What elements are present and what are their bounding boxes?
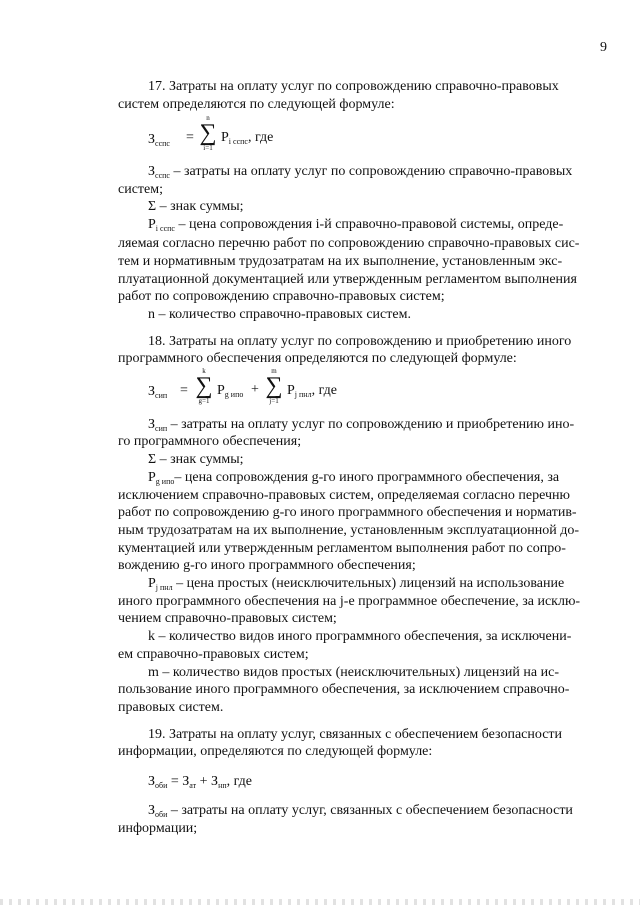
s19-formula: $З_{оби} = З_{ат} + З_{нп}$, где bbox=[148, 774, 253, 790]
s17-def-3a: $P_{i сспс}$ – цена сопровождения i-й справочно-правовой системы, опреде- bbox=[148, 217, 564, 233]
sum-sign-2: m ∑ j=1 bbox=[265, 367, 283, 405]
formula-equals: = bbox=[180, 383, 188, 398]
sum-upper-limit: n bbox=[206, 114, 210, 122]
s18-def-4b: иного программного обеспечения на j-е программное обеспечение, за исклю- bbox=[118, 594, 581, 609]
s18-def-5b: ем справочно-правовых систем; bbox=[118, 647, 309, 662]
sum2-upper-limit: m bbox=[271, 367, 277, 375]
s18-def-3f: вождению g-го иного программного обеспечения; bbox=[118, 558, 416, 573]
s17-def-3b: ляемая согласно перечню работ по сопровождению справочно-правовых сис- bbox=[118, 236, 580, 251]
s18-def-3b: исключением справочно-правовых систем, определяемая согласно перечню bbox=[118, 488, 570, 503]
s18-def-3d: ным трудозатратам на их выполнение, установленным эксплуатационной до- bbox=[118, 523, 580, 538]
s17-def-2: Σ – знак суммы; bbox=[148, 199, 244, 214]
s18-line-1: 18. Затраты на оплату услуг по сопровождению и приобретению иного bbox=[148, 334, 572, 349]
page-number: 9 bbox=[600, 40, 607, 55]
s18-def-6c: правовых систем. bbox=[118, 700, 224, 715]
s18-def-6a: m – количество видов простых (неисключительных) лицензий на ис- bbox=[148, 665, 559, 680]
s18-def-3e: кументацией или утвержденным регламентом выполнения работ по сопро- bbox=[118, 541, 566, 556]
s18-def-3c: работ по сопровождению g-го иного программного обеспечения и норматив- bbox=[118, 505, 577, 520]
s17-def-1b: систем; bbox=[118, 182, 164, 197]
s19-line-1: 19. Затраты на оплату услуг, связанных с обеспечением безопасности bbox=[148, 727, 563, 742]
sum2-lower-limit: j=1 bbox=[269, 397, 279, 405]
s18-def-4c: чением справочно-правовых систем; bbox=[118, 611, 337, 626]
sum-sign: n ∑ i=1 bbox=[199, 114, 217, 152]
sum1-upper-limit: k bbox=[202, 367, 206, 375]
formula-tail: , где bbox=[247, 130, 274, 145]
s18-def-4a: $P_{j пнл}$ – цена простых (неисключительных) лицензий на использование bbox=[148, 576, 565, 592]
formula-p2-sub: j пнл bbox=[294, 390, 312, 399]
scan-artifact-line bbox=[0, 899, 640, 905]
s19-line-2: информации, определяются по следующей формуле: bbox=[118, 744, 433, 759]
formula-p2: P bbox=[287, 383, 295, 398]
formula-p1: P bbox=[217, 383, 225, 398]
formula-tail: , где bbox=[311, 383, 337, 398]
formula-p: P bbox=[221, 130, 229, 145]
s17-line-1: 17. Затраты на оплату услуг по сопровождению справочно-правовых bbox=[148, 79, 559, 94]
formula-lhs: З bbox=[148, 132, 156, 147]
sum-sign-1: k ∑ g=1 bbox=[195, 367, 213, 405]
s18-def-3a: $P_{g ипо}-$ цена сопровождения g-го иного программного обеспечения, за bbox=[148, 470, 560, 486]
s17-line-2: систем определяются по следующей формуле: bbox=[118, 97, 395, 112]
s17-def-3c: тем и нормативным трудозатратам на их выполнение, установленным экс- bbox=[118, 254, 563, 269]
sum1-lower-limit: g=1 bbox=[198, 397, 210, 405]
s17-def-3e: работ по сопровождению справочно-правовых систем; bbox=[118, 289, 445, 304]
s18-def-1a: $З_{сип}$ – затраты на оплату услуг по сопровождению и приобретению ино- bbox=[148, 417, 575, 433]
s17-def-3d: плуатационной документацией или утвержденным регламентом выполнения bbox=[118, 272, 577, 287]
formula-lhs-sub: сип bbox=[155, 391, 168, 400]
s18-def-2: Σ – знак суммы; bbox=[148, 452, 244, 467]
formula-plus: + bbox=[251, 382, 259, 397]
s18-def-6b: пользование иного программного обеспечения, за исключением справочно- bbox=[118, 682, 570, 697]
formula-lhs: З bbox=[148, 384, 156, 399]
s17-def-4: n – количество справочно-правовых систем. bbox=[148, 307, 411, 322]
sum-lower-limit: i=1 bbox=[203, 144, 213, 152]
formula-p1-sub: g ипо bbox=[224, 390, 244, 399]
s18-def-5a: k – количество видов иного программного обеспечения, за исключени- bbox=[148, 629, 572, 644]
s18-def-1b: го программного обеспечения; bbox=[118, 434, 302, 449]
s18-line-2: программного обеспечения определяются по следующей формуле: bbox=[118, 351, 517, 366]
s17-def-1a: $З_{сспс}$ – затраты на оплату услуг по сопровождению справочно-правовых bbox=[148, 164, 573, 180]
formula-equals: = bbox=[186, 130, 194, 145]
s19-def-1b: информации; bbox=[118, 821, 198, 836]
s19-def-1a: $З_{оби}$ – затраты на оплату услуг, связанных с обеспечением безопасности bbox=[148, 803, 573, 819]
formula-p-sub: i сспс bbox=[228, 137, 248, 146]
formula-lhs-sub: сспс bbox=[155, 139, 170, 148]
